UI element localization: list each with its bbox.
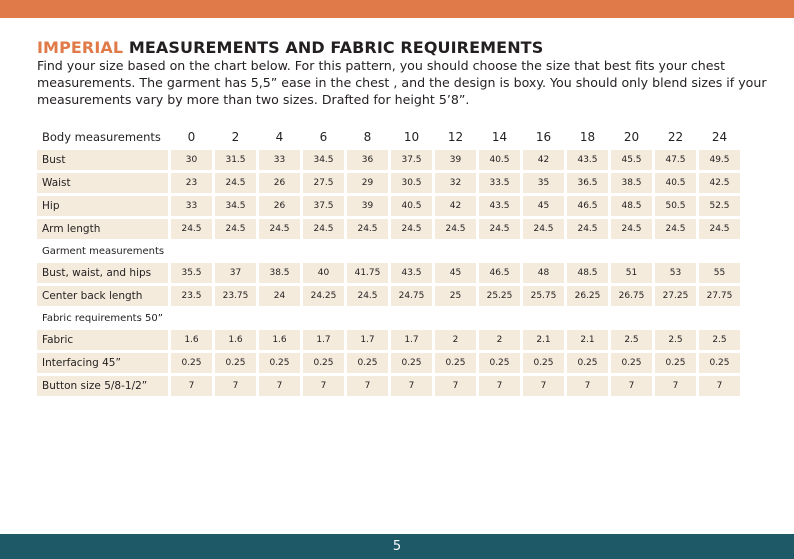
page-number: 5 [392, 539, 402, 554]
table-row [37, 376, 740, 396]
value-cell: 7 [391, 376, 432, 396]
table-row [37, 219, 740, 239]
value-cell: 37.5 [391, 150, 432, 170]
value-cell: 7 [567, 376, 608, 396]
section-spacer-cell [391, 242, 432, 260]
value-cell: 7 [303, 376, 344, 396]
value-cell: 0.25 [655, 353, 696, 373]
value-cell: 24.5 [303, 219, 344, 239]
section-spacer-cell [479, 309, 520, 327]
value-cell: 39 [435, 150, 476, 170]
value-cell: 7 [215, 376, 256, 396]
section-spacer-cell [391, 309, 432, 327]
section-spacer-cell [435, 242, 476, 260]
size-header-cell: 2 [231, 130, 240, 144]
value-cell: 47.5 [655, 150, 696, 170]
value-cell: 41.75 [347, 263, 388, 283]
value-cell: 29 [347, 173, 388, 193]
value-cell: 43.5 [567, 150, 608, 170]
value-cell: 27.5 [303, 173, 344, 193]
value-cell: 2 [435, 330, 476, 350]
section-heading: Fabric requirements 50” [42, 312, 163, 324]
value-cell: 2.5 [611, 330, 652, 350]
section-spacer-cell [567, 309, 608, 327]
section-spacer-cell [215, 309, 256, 327]
row-label: Button size 5/8-1/2” [37, 376, 168, 396]
section-spacer-cell [523, 242, 564, 260]
value-cell: 24.5 [215, 173, 256, 193]
section-spacer-cell [523, 309, 564, 327]
section-heading-row [37, 242, 740, 260]
section-spacer-cell [655, 309, 696, 327]
value-cell: 0.25 [259, 353, 300, 373]
value-cell: 45.5 [611, 150, 652, 170]
value-cell: 35.5 [171, 263, 212, 283]
value-cell: 1.7 [303, 330, 344, 350]
value-cell: 25.75 [523, 286, 564, 306]
footer-bar [0, 534, 794, 559]
table-row [37, 173, 740, 193]
intro-paragraph: Find your size based on the chart below. For this pattern, you should choose the size that best fits your chest measurements. The garment has 5,5” ease in the chest , and the design is boxy. You should only blend sizes if your measurements vary by more than two sizes. Drafted for height 5’8”. [37, 58, 767, 107]
section-spacer-cell [567, 242, 608, 260]
value-cell: 0.25 [523, 353, 564, 373]
value-cell: 32 [435, 173, 476, 193]
top-accent-bar [0, 0, 794, 18]
title-rest: MEASUREMENTS AND FABRIC REQUIREMENTS [123, 38, 544, 57]
row-label: Interfacing 45” [37, 353, 168, 373]
row-label: Bust, waist, and hips [37, 263, 168, 283]
value-cell: 0.25 [303, 353, 344, 373]
table-row [37, 196, 740, 216]
value-cell: 25.25 [479, 286, 520, 306]
value-cell: 34.5 [215, 196, 256, 216]
value-cell: 30.5 [391, 173, 432, 193]
value-cell: 7 [611, 376, 652, 396]
table-row [37, 150, 740, 170]
value-cell: 7 [347, 376, 388, 396]
value-cell: 0.25 [699, 353, 740, 373]
size-chart-body [37, 127, 740, 396]
section-spacer-cell [699, 242, 740, 260]
value-cell: 24.5 [215, 219, 256, 239]
value-cell: 26 [259, 173, 300, 193]
section-spacer-cell [479, 242, 520, 260]
value-cell: 7 [171, 376, 212, 396]
value-cell: 0.25 [347, 353, 388, 373]
value-cell: 51 [611, 263, 652, 283]
value-cell: 36 [347, 150, 388, 170]
value-cell: 48.5 [567, 263, 608, 283]
value-cell: 7 [699, 376, 740, 396]
value-cell: 24.5 [347, 219, 388, 239]
value-cell: 24.5 [435, 219, 476, 239]
value-cell: 7 [655, 376, 696, 396]
value-cell: 0.25 [215, 353, 256, 373]
value-cell: 46.5 [479, 263, 520, 283]
value-cell: 43.5 [391, 263, 432, 283]
value-cell: 24.5 [699, 219, 740, 239]
table-row [37, 353, 740, 373]
section-spacer-cell [611, 242, 652, 260]
value-cell: 0.25 [171, 353, 212, 373]
value-cell: 2.1 [523, 330, 564, 350]
size-header-cell: 18 [579, 130, 596, 144]
value-cell: 1.6 [215, 330, 256, 350]
value-cell: 0.25 [435, 353, 476, 373]
value-cell: 1.7 [347, 330, 388, 350]
value-cell: 38.5 [611, 173, 652, 193]
value-cell: 30 [171, 150, 212, 170]
value-cell: 37 [215, 263, 256, 283]
value-cell: 53 [655, 263, 696, 283]
size-header-cell: 4 [275, 130, 284, 144]
value-cell: 0.25 [567, 353, 608, 373]
value-cell: 36.5 [567, 173, 608, 193]
section-spacer-cell [215, 242, 256, 260]
header-label: Body measurements [42, 130, 161, 144]
value-cell: 33 [259, 150, 300, 170]
value-cell: 24.75 [391, 286, 432, 306]
section-spacer-cell [655, 242, 696, 260]
table-row [37, 263, 740, 283]
value-cell: 2 [479, 330, 520, 350]
value-cell: 24.5 [567, 219, 608, 239]
row-label: Bust [37, 150, 168, 170]
value-cell: 1.7 [391, 330, 432, 350]
value-cell: 23 [171, 173, 212, 193]
value-cell: 1.6 [171, 330, 212, 350]
size-header-cell: 14 [491, 130, 508, 144]
value-cell: 26.75 [611, 286, 652, 306]
section-heading: Garment measurements [42, 245, 165, 257]
value-cell: 55 [699, 263, 740, 283]
value-cell: 50.5 [655, 196, 696, 216]
section-spacer-cell [347, 309, 388, 327]
value-cell: 24.5 [259, 219, 300, 239]
section-spacer-cell [303, 242, 344, 260]
value-cell: 1.6 [259, 330, 300, 350]
row-label: Fabric [37, 330, 168, 350]
value-cell: 48.5 [611, 196, 652, 216]
value-cell: 7 [259, 376, 300, 396]
value-cell: 24.5 [611, 219, 652, 239]
value-cell: 42.5 [699, 173, 740, 193]
value-cell: 24.25 [303, 286, 344, 306]
value-cell: 33 [171, 196, 212, 216]
value-cell: 38.5 [259, 263, 300, 283]
value-cell: 31.5 [215, 150, 256, 170]
value-cell: 24.5 [391, 219, 432, 239]
value-cell: 2.5 [655, 330, 696, 350]
value-cell: 43.5 [479, 196, 520, 216]
value-cell: 35 [523, 173, 564, 193]
value-cell: 0.25 [611, 353, 652, 373]
value-cell: 2.5 [699, 330, 740, 350]
value-cell: 24.5 [171, 219, 212, 239]
value-cell: 24 [259, 286, 300, 306]
section-heading-row [37, 309, 740, 327]
section-spacer-cell [259, 309, 300, 327]
section-spacer-cell [611, 309, 652, 327]
section-spacer-cell [699, 309, 740, 327]
value-cell: 27.75 [699, 286, 740, 306]
value-cell: 48 [523, 263, 564, 283]
section-spacer-cell [259, 242, 300, 260]
value-cell: 7 [435, 376, 476, 396]
value-cell: 33.5 [479, 173, 520, 193]
value-cell: 42 [523, 150, 564, 170]
size-header-cell: 10 [403, 130, 420, 144]
value-cell: 49.5 [699, 150, 740, 170]
size-header-cell: 24 [711, 130, 728, 144]
section-spacer-cell [171, 309, 212, 327]
value-cell: 37.5 [303, 196, 344, 216]
section-spacer-cell [347, 242, 388, 260]
section-spacer-cell [171, 242, 212, 260]
table-row [37, 286, 740, 306]
section-spacer-cell [303, 309, 344, 327]
value-cell: 0.25 [391, 353, 432, 373]
value-cell: 45 [435, 263, 476, 283]
size-header-cell: 0 [187, 130, 196, 144]
value-cell: 40.5 [391, 196, 432, 216]
size-header-cell: 6 [319, 130, 328, 144]
value-cell: 24.5 [479, 219, 520, 239]
table-row [37, 330, 740, 350]
value-cell: 0.25 [479, 353, 520, 373]
value-cell: 24.5 [347, 286, 388, 306]
row-label: Center back length [37, 286, 168, 306]
value-cell: 23.75 [215, 286, 256, 306]
value-cell: 40 [303, 263, 344, 283]
size-header-cell: 12 [447, 130, 464, 144]
value-cell: 40.5 [655, 173, 696, 193]
value-cell: 45 [523, 196, 564, 216]
value-cell: 52.5 [699, 196, 740, 216]
value-cell: 2.1 [567, 330, 608, 350]
value-cell: 39 [347, 196, 388, 216]
value-cell: 25 [435, 286, 476, 306]
size-header-cell: 22 [667, 130, 684, 144]
size-header-row [37, 127, 740, 147]
page-title [37, 38, 543, 57]
row-label: Hip [37, 196, 168, 216]
row-label: Arm length [37, 219, 168, 239]
size-chart-table [34, 124, 743, 399]
value-cell: 34.5 [303, 150, 344, 170]
value-cell: 26.25 [567, 286, 608, 306]
row-label: Waist [37, 173, 168, 193]
size-header-cell: 16 [535, 130, 552, 144]
value-cell: 7 [479, 376, 520, 396]
value-cell: 23.5 [171, 286, 212, 306]
value-cell: 40.5 [479, 150, 520, 170]
value-cell: 27.25 [655, 286, 696, 306]
value-cell: 24.5 [523, 219, 564, 239]
value-cell: 7 [523, 376, 564, 396]
size-header-cell: 8 [363, 130, 372, 144]
value-cell: 46.5 [567, 196, 608, 216]
title-accent: IMPERIAL [37, 38, 124, 57]
value-cell: 26 [259, 196, 300, 216]
value-cell: 24.5 [655, 219, 696, 239]
section-spacer-cell [435, 309, 476, 327]
value-cell: 42 [435, 196, 476, 216]
size-header-cell: 20 [623, 130, 640, 144]
